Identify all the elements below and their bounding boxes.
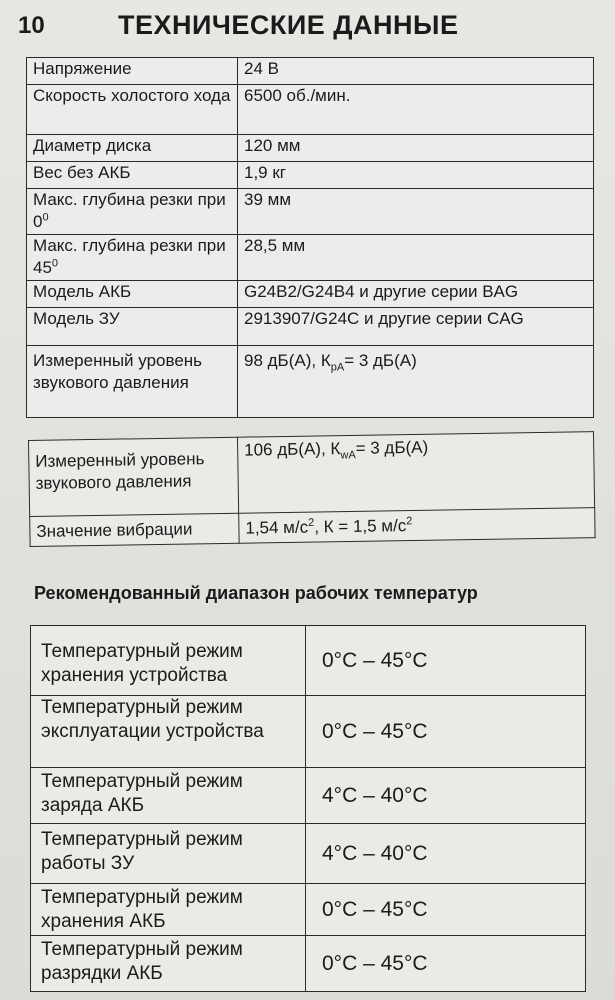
degree-sup: 0	[51, 257, 59, 270]
temperature-row	[31, 626, 586, 696]
temperature-label: Температурный режим хранения АКБ	[31, 884, 306, 936]
degree-sup: 0	[42, 211, 49, 224]
spec-value: 120 мм	[238, 135, 594, 162]
spec-row	[27, 189, 594, 235]
spec-row	[27, 85, 594, 135]
spec-value: 39 мм	[238, 189, 594, 235]
spec-value: 24 В	[238, 58, 594, 85]
value-part: 1,54 м/с	[245, 517, 309, 538]
spec-label: Модель ЗУ	[27, 308, 238, 346]
temperature-value: 0°C – 45°C	[306, 696, 586, 768]
temperature-label: Температурный режим эксплуатации устройства	[31, 696, 306, 768]
spec-label	[27, 189, 238, 235]
temperature-label: Температурный режим хранения устройства	[31, 626, 306, 696]
spec-label-text: Макс. глубина резки при 0	[33, 190, 226, 231]
temperature-table	[30, 625, 586, 992]
spec-row	[27, 135, 594, 162]
spec-label: Модель АКБ	[27, 281, 238, 308]
spec-row	[29, 432, 595, 517]
value-sub: pA	[330, 361, 345, 374]
value-sup: 2	[307, 516, 315, 529]
spec-row	[27, 162, 594, 189]
temperature-value: 4°C – 40°C	[306, 824, 586, 884]
temperature-row	[31, 884, 586, 936]
value-part: = 3 дБ(А)	[355, 437, 429, 458]
spec-label: Значение вибрации	[30, 513, 239, 546]
spec-value: G24B2/G24B4 и другие серии BAG	[238, 281, 594, 308]
value-part: = 3 дБ(А)	[344, 351, 417, 370]
spec-value: 2913907/G24C и другие серии CAG	[238, 308, 594, 346]
specs-table	[26, 57, 594, 418]
spec-value	[239, 508, 595, 544]
spec-label: Измеренный уровень звукового давления	[27, 346, 238, 418]
spec-label: Измеренный уровень звукового давления	[29, 437, 239, 516]
spec-label: Вес без АКБ	[27, 162, 238, 189]
spec-row	[27, 235, 594, 281]
spec-label: Напряжение	[27, 58, 238, 85]
temperature-value: 4°C – 40°C	[306, 768, 586, 824]
specs-table-2	[28, 431, 596, 547]
spec-label-text: Макс. глубина резки при 45	[33, 236, 226, 277]
page-title: ТЕХНИЧЕСКИЕ ДАННЫЕ	[118, 10, 459, 40]
temperature-label: Температурный режим разрядки АКБ	[31, 936, 306, 992]
spec-label: Скорость холостого хода	[27, 85, 238, 135]
temperature-row	[31, 824, 586, 884]
spec-row	[27, 58, 594, 85]
temperature-row	[31, 936, 586, 992]
temperature-row	[31, 696, 586, 768]
spec-value: 28,5 мм	[238, 235, 594, 281]
temperature-value: 0°C – 45°C	[306, 626, 586, 696]
value-sub: wA	[340, 449, 356, 462]
temperature-section-title: Рекомендованный диапазон рабочих температур	[34, 583, 478, 603]
value-part: 106 дБ(А), К	[244, 439, 341, 460]
temperature-value: 0°C – 45°C	[306, 936, 586, 992]
temperature-label: Температурный режим работы ЗУ	[31, 824, 306, 884]
spec-row	[27, 281, 594, 308]
spec-value: 1,9 кг	[238, 162, 594, 189]
spec-row	[27, 308, 594, 346]
spec-value	[238, 346, 594, 418]
spec-value: 6500 об./мин.	[238, 85, 594, 135]
value-part: 98 дБ(А), К	[244, 351, 331, 370]
spec-label: Диаметр диска	[27, 135, 238, 162]
temperature-row	[31, 768, 586, 824]
value-sup: 2	[406, 515, 413, 528]
spec-row	[27, 346, 594, 418]
temperature-label: Температурный режим заряда АКБ	[31, 768, 306, 824]
page-header	[0, 0, 615, 48]
value-part: , К = 1,5 м/с	[314, 516, 407, 537]
spec-label	[27, 235, 238, 281]
page-number: 10	[18, 12, 45, 39]
temperature-value: 0°C – 45°C	[306, 884, 586, 936]
spec-value	[237, 432, 594, 514]
